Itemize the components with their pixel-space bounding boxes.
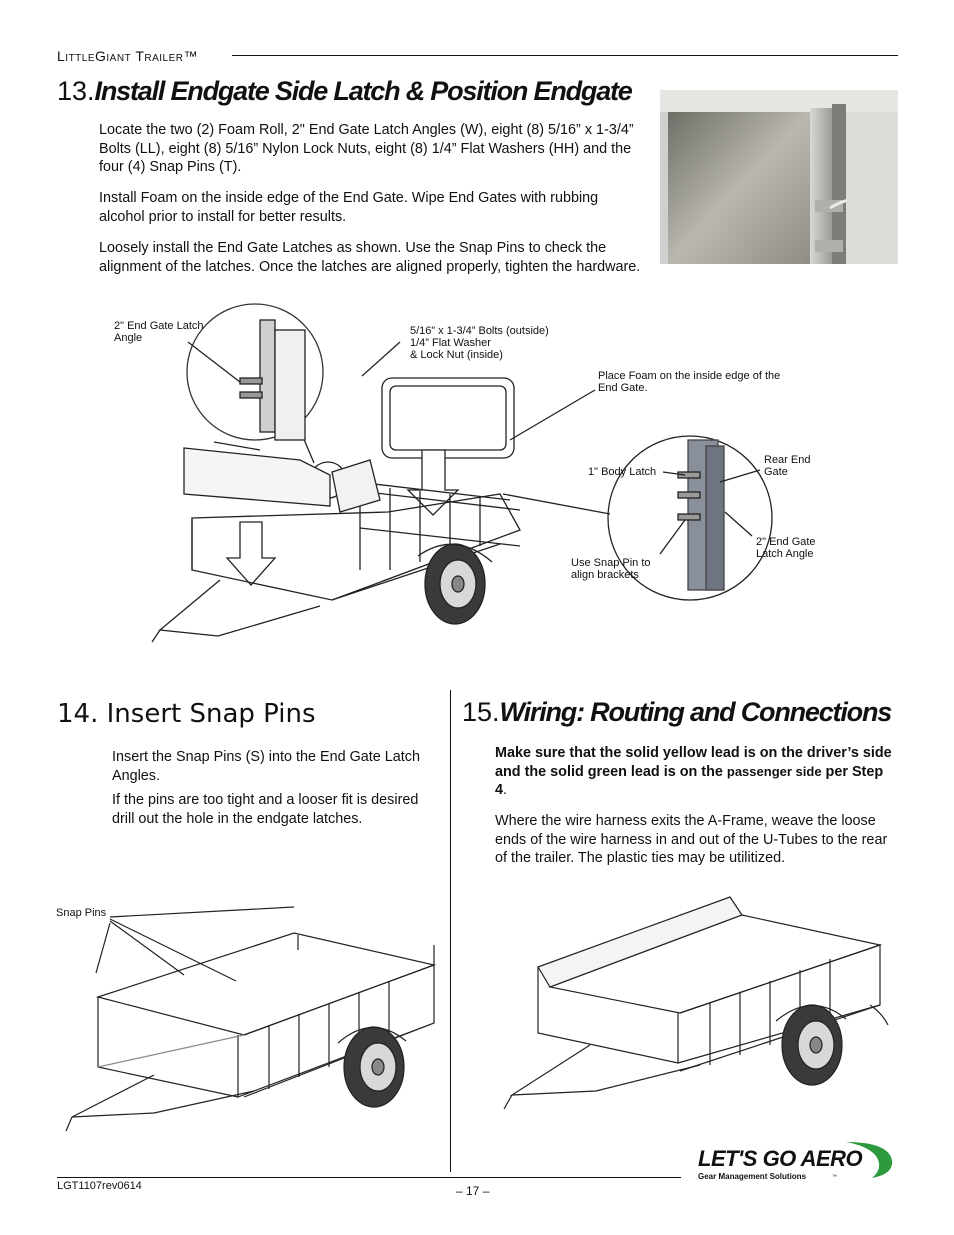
- callout-body-latch: 1" Body Latch: [588, 466, 657, 478]
- section-15-bold-note-a: Make sure that the solid yellow lead is on the driver’s side and the solid green lead is on the: [495, 745, 892, 780]
- callout-snap-pin: Use Snap Pin to align brackets: [571, 557, 651, 581]
- footer-doc-code: LGT1107rev0614: [57, 1180, 142, 1192]
- callout-foam: Place Foam on the inside edge of the End Gate.: [598, 370, 781, 394]
- section-14-heading: [57, 699, 316, 729]
- lets-go-aero-logo: [696, 1138, 896, 1186]
- section-15-diagram: [490, 895, 890, 1140]
- callout-rear-gate: Rear End Gate: [764, 454, 811, 478]
- header-brand: LittleGiant Trailer™: [57, 48, 198, 64]
- section-13-paragraph-1: Locate the two (2) Foam Roll, 2" End Gate Latch Angles (W), eight (8) 5/16” x 1-3/4” Bolts (LL), eight (8) 5/16” Nylon Lock Nuts, eight (8) 1/4” Flat Washers (HH) and the four (4) Snap Pins (T).: [99, 122, 634, 175]
- section-14-paragraph-2: If the pins are too tight and a looser fit is desired drill out the hole in the endgate latches.: [112, 792, 419, 827]
- section-15-heading: [462, 697, 891, 728]
- logo-text: LET'S GO AERO: [698, 1146, 863, 1171]
- section-14-number: 14.: [57, 699, 99, 729]
- section-15-bold-note-b: passenger side: [726, 763, 822, 779]
- callout-latch-angle-2: 2" End Gate Latch Angle: [756, 536, 816, 560]
- footer-rule: [57, 1177, 681, 1178]
- header-rule: [232, 55, 898, 56]
- section-14-diagram: [54, 895, 454, 1155]
- section-15-bold-note-end: .: [503, 782, 508, 798]
- column-divider: [450, 690, 451, 1172]
- section-14-title: Insert Snap Pins: [106, 699, 316, 729]
- endgate-latch-photo: [660, 90, 898, 264]
- section-15-bold-note-c: per Step 4: [495, 763, 884, 798]
- section-13-number: 13.: [57, 76, 95, 106]
- section-15-paragraph: Where the wire harness exits the A-Frame, weave the loose ends of the wire harness in and out of the U-Tubes to the rear of the trailer. The plastic ties may be utilitized.: [495, 813, 888, 866]
- section-15-number: 15.: [462, 697, 500, 727]
- callout-snap-pins: Snap Pins: [56, 907, 107, 919]
- section-13-title: Install Endgate Side Latch & Position Endgate: [94, 76, 632, 106]
- logo-tagline: Gear Management Solutions: [698, 1172, 807, 1181]
- section-15-bold-note: [495, 744, 895, 800]
- logo-tm: ™: [832, 1174, 837, 1180]
- section-15-title: Wiring: Routing and Connections: [499, 697, 892, 727]
- callout-latch-angle: 2" End Gate Latch Angle: [114, 320, 204, 344]
- section-13-paragraph-2: Install Foam on the inside edge of the End Gate. Wipe End Gates with rubbing alcohol prior to install for better results.: [99, 190, 599, 225]
- section-13-paragraph-3: Loosely install the End Gate Latches as shown. Use the Snap Pins to check the alignment of the latches. Once the latches are aligned properly, tighten the hardware.: [99, 240, 641, 275]
- section-14-paragraph-1: Insert the Snap Pins (S) into the End Gate Latch Angles.: [112, 749, 420, 784]
- footer-page-number: – 17 –: [456, 1184, 490, 1198]
- callout-bolts: 5/16” x 1-3/4” Bolts (outside) 1/4” Flat Washer & Lock Nut (inside): [410, 325, 549, 361]
- section-13-heading: [57, 76, 632, 107]
